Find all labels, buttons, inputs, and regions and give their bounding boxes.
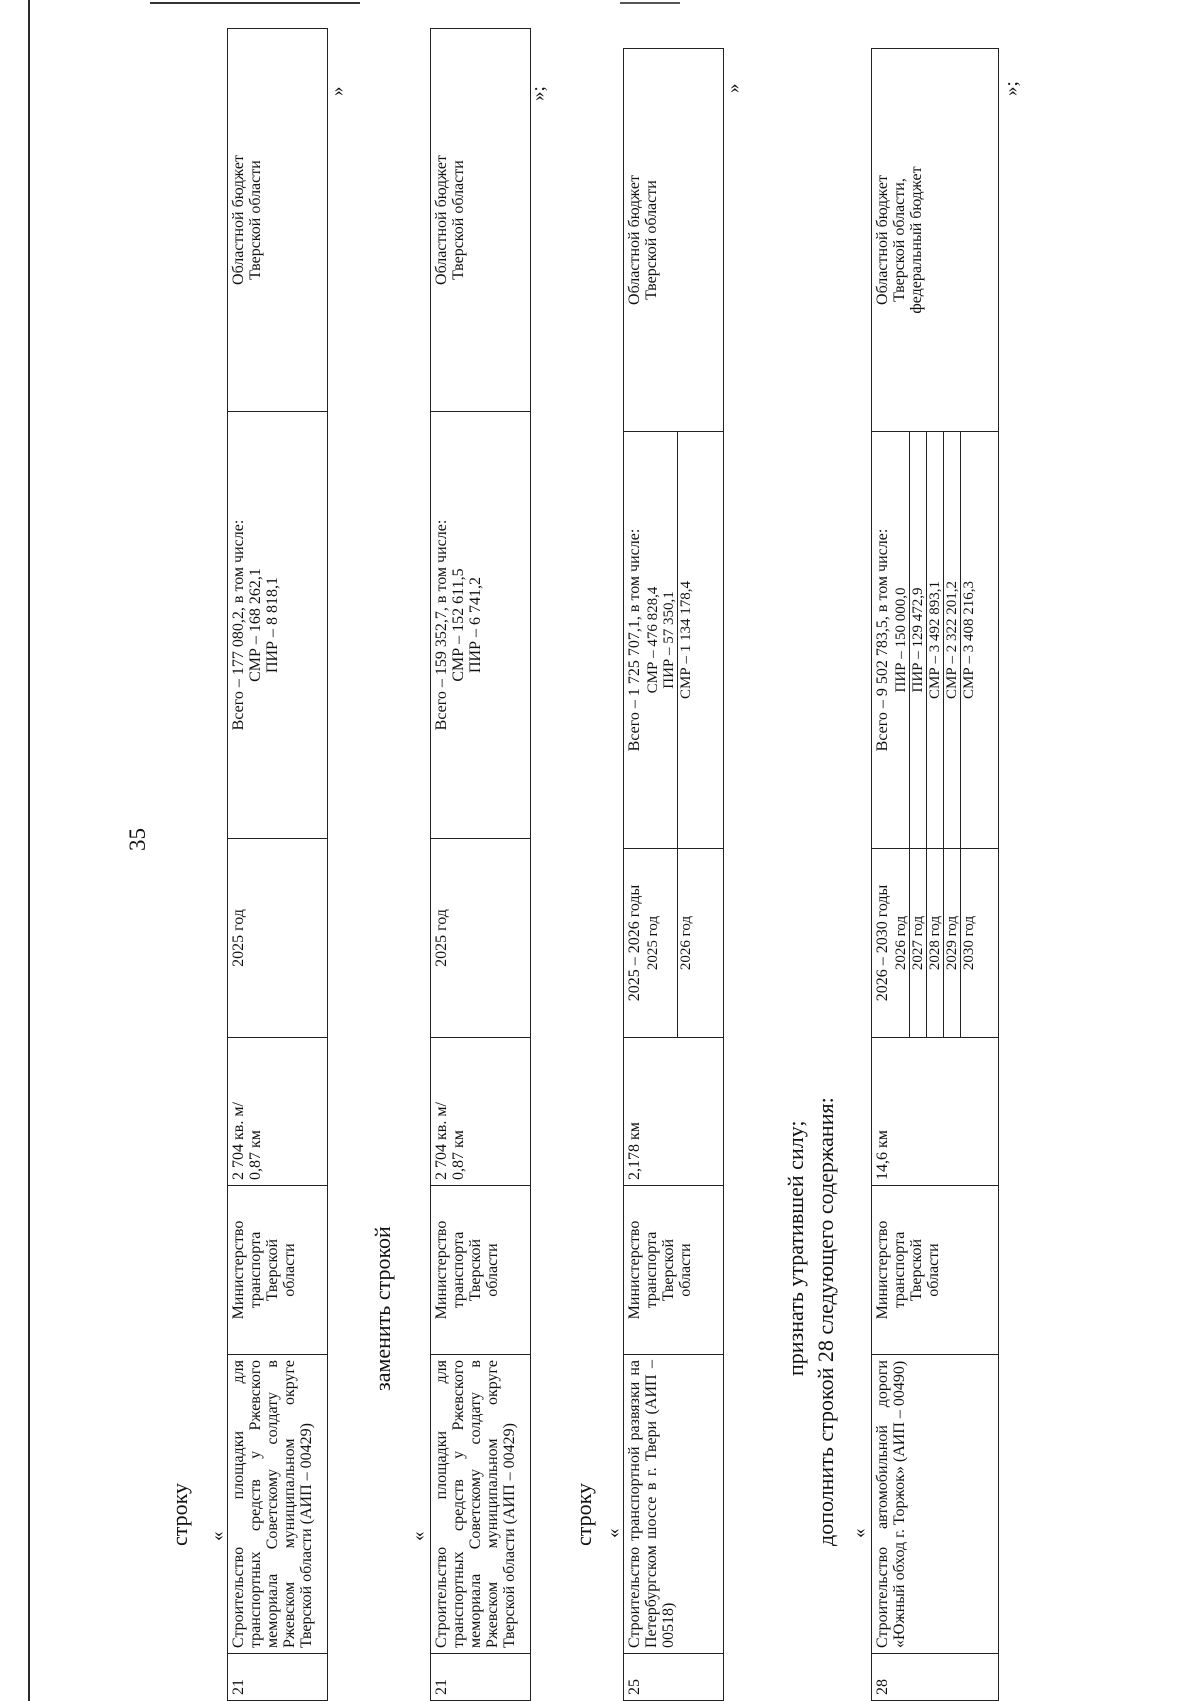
table-row	[430, 28, 531, 1701]
quote-open: «	[207, 1531, 228, 1541]
quote-close: »	[723, 83, 744, 93]
object-name: Строительство автомобильной дороги «Южный обход г. Торжок» (АИП – 00490)	[872, 1355, 999, 1654]
cost	[872, 432, 999, 849]
period-year: 2030 год	[961, 849, 978, 1037]
period-year: 2027 год	[910, 849, 927, 1037]
instruction-replace: заменить строкой	[370, 1226, 395, 1391]
table-row	[623, 48, 724, 1701]
funding-source: Областной бюджет Тверской области	[431, 29, 531, 412]
cost-head: Всего – 9 502 783,5, в том числе:	[874, 528, 891, 752]
responsible-org: Министерство транспорта Тверской области	[431, 1186, 531, 1355]
funding-source: Областной бюджет Тверской области	[228, 29, 328, 412]
object-name: Строительство площадки для транспортных средств у Ржевского мемориала Советскому солдату в Ржевском муниципальном округе Тверской области (АИП – 00429)	[228, 1355, 328, 1654]
page-number: 35	[125, 828, 150, 851]
period-year: 2028 год	[927, 849, 944, 1037]
row-number: 28	[872, 1654, 999, 1701]
quote-close-semicolon: »;	[1001, 81, 1022, 96]
instruction-void: признать утратившей силу;	[783, 1120, 808, 1376]
row-number: 25	[624, 1654, 724, 1701]
capacity: 2 704 кв. м/ 0,87 км	[228, 1038, 328, 1186]
period-sub-table	[893, 849, 977, 1037]
row-number: 21	[228, 1654, 328, 1701]
object-name: Строительство площадки для транспортных средств у Ржевского мемориала Советскому солдату в Ржевском муниципальном округе Тверской области (АИП – 00429)	[431, 1355, 531, 1654]
quote-close: »	[327, 86, 348, 96]
period	[872, 849, 999, 1038]
period-year: 2029 год	[944, 849, 961, 1037]
cost-item: ПИР – 57 350,1	[661, 591, 677, 689]
cost: Всего – 159 352,7, в том числе: СМР – 152 611,5 ПИР – 6 741,2	[431, 412, 531, 839]
quote-open: «	[408, 1531, 429, 1541]
cost-sub-table	[645, 432, 694, 848]
cost-item: СМР – 1 134 178,4	[678, 432, 695, 848]
period-year	[661, 849, 678, 1037]
cost-head: Всего – 1 725 707,1, в том числе:	[626, 528, 643, 752]
rotated-document-page	[95, 81, 1135, 1701]
quote-close-semicolon: »;	[528, 86, 549, 101]
instruction-row: строку	[571, 1482, 596, 1546]
quote-open: «	[603, 1528, 624, 1538]
capacity: 14,6 км	[872, 1038, 999, 1186]
responsible-org: Министерство транспорта Тверской области	[624, 1186, 724, 1355]
table-row	[871, 48, 999, 1701]
cost	[624, 432, 724, 849]
period: 2025 год	[228, 839, 328, 1038]
table-row	[227, 28, 328, 1701]
period-year: 2026 год	[678, 849, 695, 1037]
cost-sub-table	[893, 432, 977, 848]
instruction-add: дополнить строкой 28 следующего содержания:	[813, 1097, 838, 1546]
period-year: 2025 год	[645, 915, 661, 971]
period	[624, 849, 724, 1038]
scan-edge-line	[28, 0, 30, 1701]
cost: Всего – 177 080,2, в том числе: СМР – 168 262,1 ПИР – 8 818,1	[228, 412, 328, 839]
capacity: 2 704 кв. м/ 0,87 км	[431, 1038, 531, 1186]
period-year: 2026 год	[893, 915, 909, 971]
row-number: 21	[431, 1654, 531, 1701]
cost-item: СМР – 3 492 893,1	[927, 432, 944, 848]
cost-item: ПИР – 129 472,9	[910, 432, 927, 848]
responsible-org: Министерство транспорта Тверской области	[228, 1186, 328, 1355]
cost-item: СМР – 3 408 216,3	[961, 432, 978, 848]
capacity: 2,178 км	[624, 1038, 724, 1186]
responsible-org: Министерство транспорта Тверской области	[872, 1186, 999, 1355]
period-head: 2025 – 2026 годы	[626, 884, 643, 1002]
scan-top-mark	[150, 2, 360, 4]
period: 2025 год	[431, 839, 531, 1038]
instruction-row: строку	[167, 1482, 192, 1546]
quote-open: «	[849, 1528, 870, 1538]
funding-source: Областной бюджет Тверской области	[624, 49, 724, 432]
object-name: Строительство транспортной развязки на Петербургском шоссе в г. Твери (АИП – 00518)	[624, 1355, 724, 1654]
funding-source: Областной бюджет Тверской области, федеральный бюджет	[872, 49, 999, 432]
cost-item: СМР – 2 322 201,2	[944, 432, 961, 848]
cost-item: ПИР – 150 000,0	[893, 587, 909, 693]
scan-top-mark	[620, 2, 680, 4]
period-head: 2026 – 2030 годы	[874, 884, 891, 1002]
cost-item: СМР – 476 828,4	[645, 586, 661, 694]
period-sub-table	[645, 849, 694, 1037]
